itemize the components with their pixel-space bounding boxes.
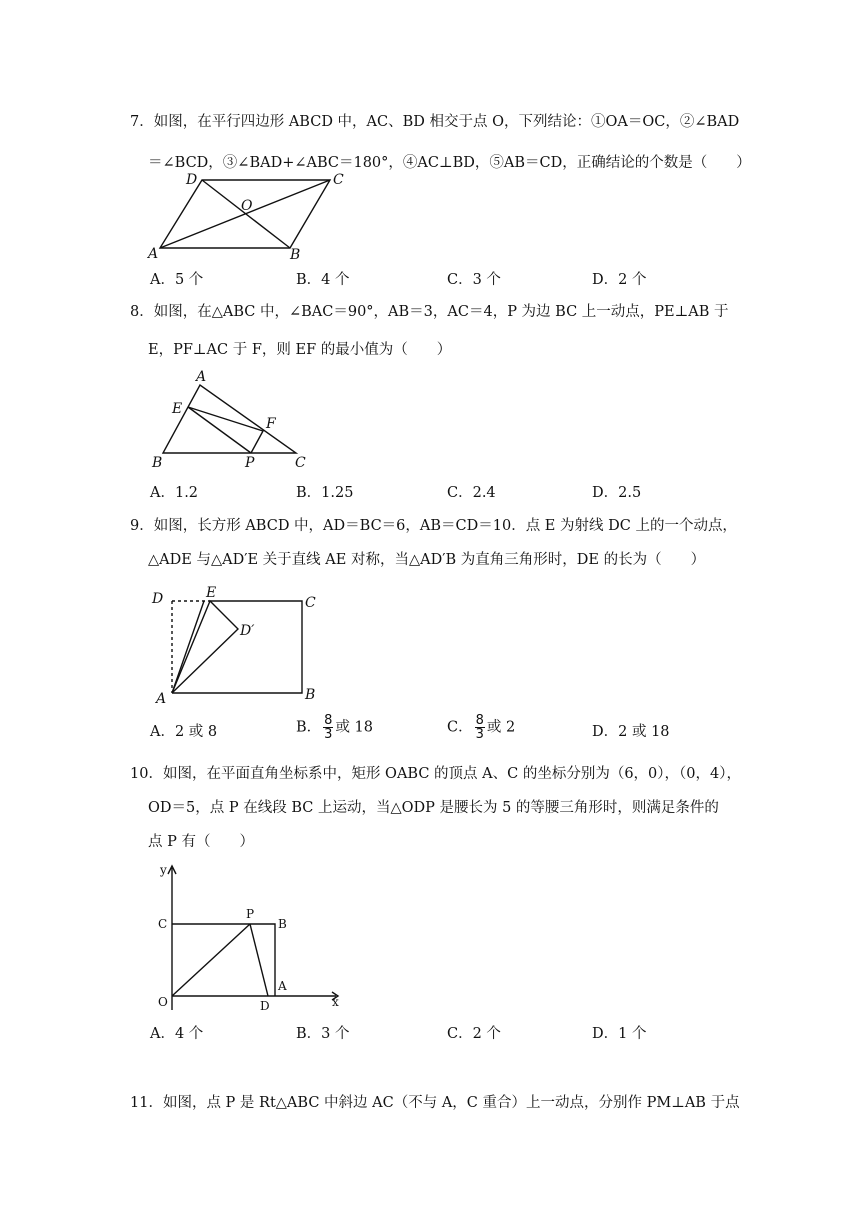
q8-stem-line1: 8．如图，在△ABC 中，∠BAC＝90°，AB＝3，AC＝4，P 为边 BC 上一动点，PE⊥AB 于 — [130, 304, 729, 320]
q9-rectangle-figure — [148, 585, 328, 705]
label-p: P — [246, 907, 255, 921]
q7-stem-line2: ＝∠BCD，③∠BAD+∠ABC＝180°，④AC⊥BD，⑤AB＝CD，正确结论的个数是（ ） — [148, 155, 751, 171]
label-p: P — [245, 455, 255, 471]
label-e: E — [172, 401, 183, 417]
q7-option-a: A．5 个 — [150, 272, 204, 288]
triangle-abc — [163, 385, 296, 453]
q10-option-c: C．2 个 — [447, 1026, 501, 1042]
label-a: A — [156, 691, 167, 707]
q7-stem-line1: 7．如图，在平行四边形 ABCD 中，AC、BD 相交于点 O，下列结论：①OA＝OC，②∠BAD — [130, 114, 740, 130]
label-d: D — [260, 999, 270, 1013]
fraction-8-3: $\frac{8}{3}$ — [475, 713, 484, 742]
q9-option-a: A．2 或 8 — [150, 724, 218, 740]
diagonal-bd — [202, 180, 290, 248]
q10-stem-line1: 10．如图，在平面直角坐标系中，矩形 OABC 的顶点 A、C 的坐标分别为（6，0），（0，4）， — [130, 766, 741, 782]
label-c: C — [158, 917, 168, 931]
q10-option-d: D．1 个 — [592, 1026, 647, 1042]
q8-triangle-figure — [148, 365, 318, 475]
q9-option-d: D．2 或 18 — [592, 724, 670, 740]
q10-option-a: A．4 个 — [150, 1026, 204, 1042]
segment-ae — [172, 601, 204, 693]
q7-option-c: C．3 个 — [447, 272, 501, 288]
label-b: B — [290, 247, 301, 263]
label-a: A — [278, 979, 287, 993]
q8-option-c: C．2.4 — [447, 485, 496, 501]
q9-option-b: B． $\frac{8}{3}$ 或 18 — [296, 713, 373, 742]
q9-stem-line2: △ADE 与△AD′E 关于直线 AE 对称，当△AD′B 为直角三角形时，DE 的长为（ ） — [148, 552, 706, 568]
label-c: C — [305, 595, 316, 611]
q9-option-c: C． $\frac{8}{3}$ 或 2 — [447, 713, 516, 742]
segments-e-f-p — [188, 407, 263, 453]
label-c: C — [333, 172, 344, 188]
fraction-8-3: $\frac{8}{3}$ — [324, 713, 333, 742]
segment-op — [172, 924, 250, 996]
label-b: B — [152, 455, 163, 471]
label-x: x — [332, 995, 339, 1009]
q9-stem-line1: 9．如图，长方形 ABCD 中，AD＝BC＝6，AB＝CD＝10．点 E 为射线 DC 上的一个动点， — [130, 518, 737, 534]
q10-stem-line2: OD＝5，点 P 在线段 BC 上运动，当△ODP 是腰长为 5 的等腰三角形时，则满足条件的 — [148, 800, 719, 816]
q10-stem-line3: 点 P 有（ ） — [148, 834, 254, 850]
segment-pd — [250, 924, 268, 996]
label-f: F — [266, 416, 276, 432]
label-o: O — [241, 198, 253, 214]
q8-option-b: B．1.25 — [296, 485, 354, 501]
label-d: D — [186, 172, 198, 188]
label-o: O — [158, 995, 168, 1009]
triangle-a-e-dprime — [172, 601, 238, 693]
q7-parallelogram-figure — [140, 168, 350, 264]
label-c: C — [295, 455, 306, 471]
q8-option-a: A．1.2 — [150, 485, 199, 501]
q8-option-d: D．2.5 — [592, 485, 642, 501]
label-a: A — [196, 369, 207, 385]
q11-stem-line1: 11．如图，点 P 是 Rt△ABC 中斜边 AC（不与 A，C 重合）上一动点，分别作 PM⊥AB 于点 — [130, 1095, 740, 1111]
label-d-prime: D′ — [240, 623, 255, 639]
label-a: A — [148, 246, 159, 262]
label-e: E — [206, 585, 217, 601]
q8-stem-line2: E，PF⊥AC 于 F，则 EF 的最小值为（ ） — [148, 342, 452, 358]
q7-option-d: D．2 个 — [592, 272, 647, 288]
label-y: y — [160, 863, 167, 877]
q7-option-b: B．4 个 — [296, 272, 350, 288]
label-b: B — [278, 917, 287, 931]
label-d: D — [152, 591, 164, 607]
q10-option-b: B．3 个 — [296, 1026, 350, 1042]
q10-coordinate-figure — [150, 860, 360, 1020]
label-b: B — [305, 687, 316, 703]
